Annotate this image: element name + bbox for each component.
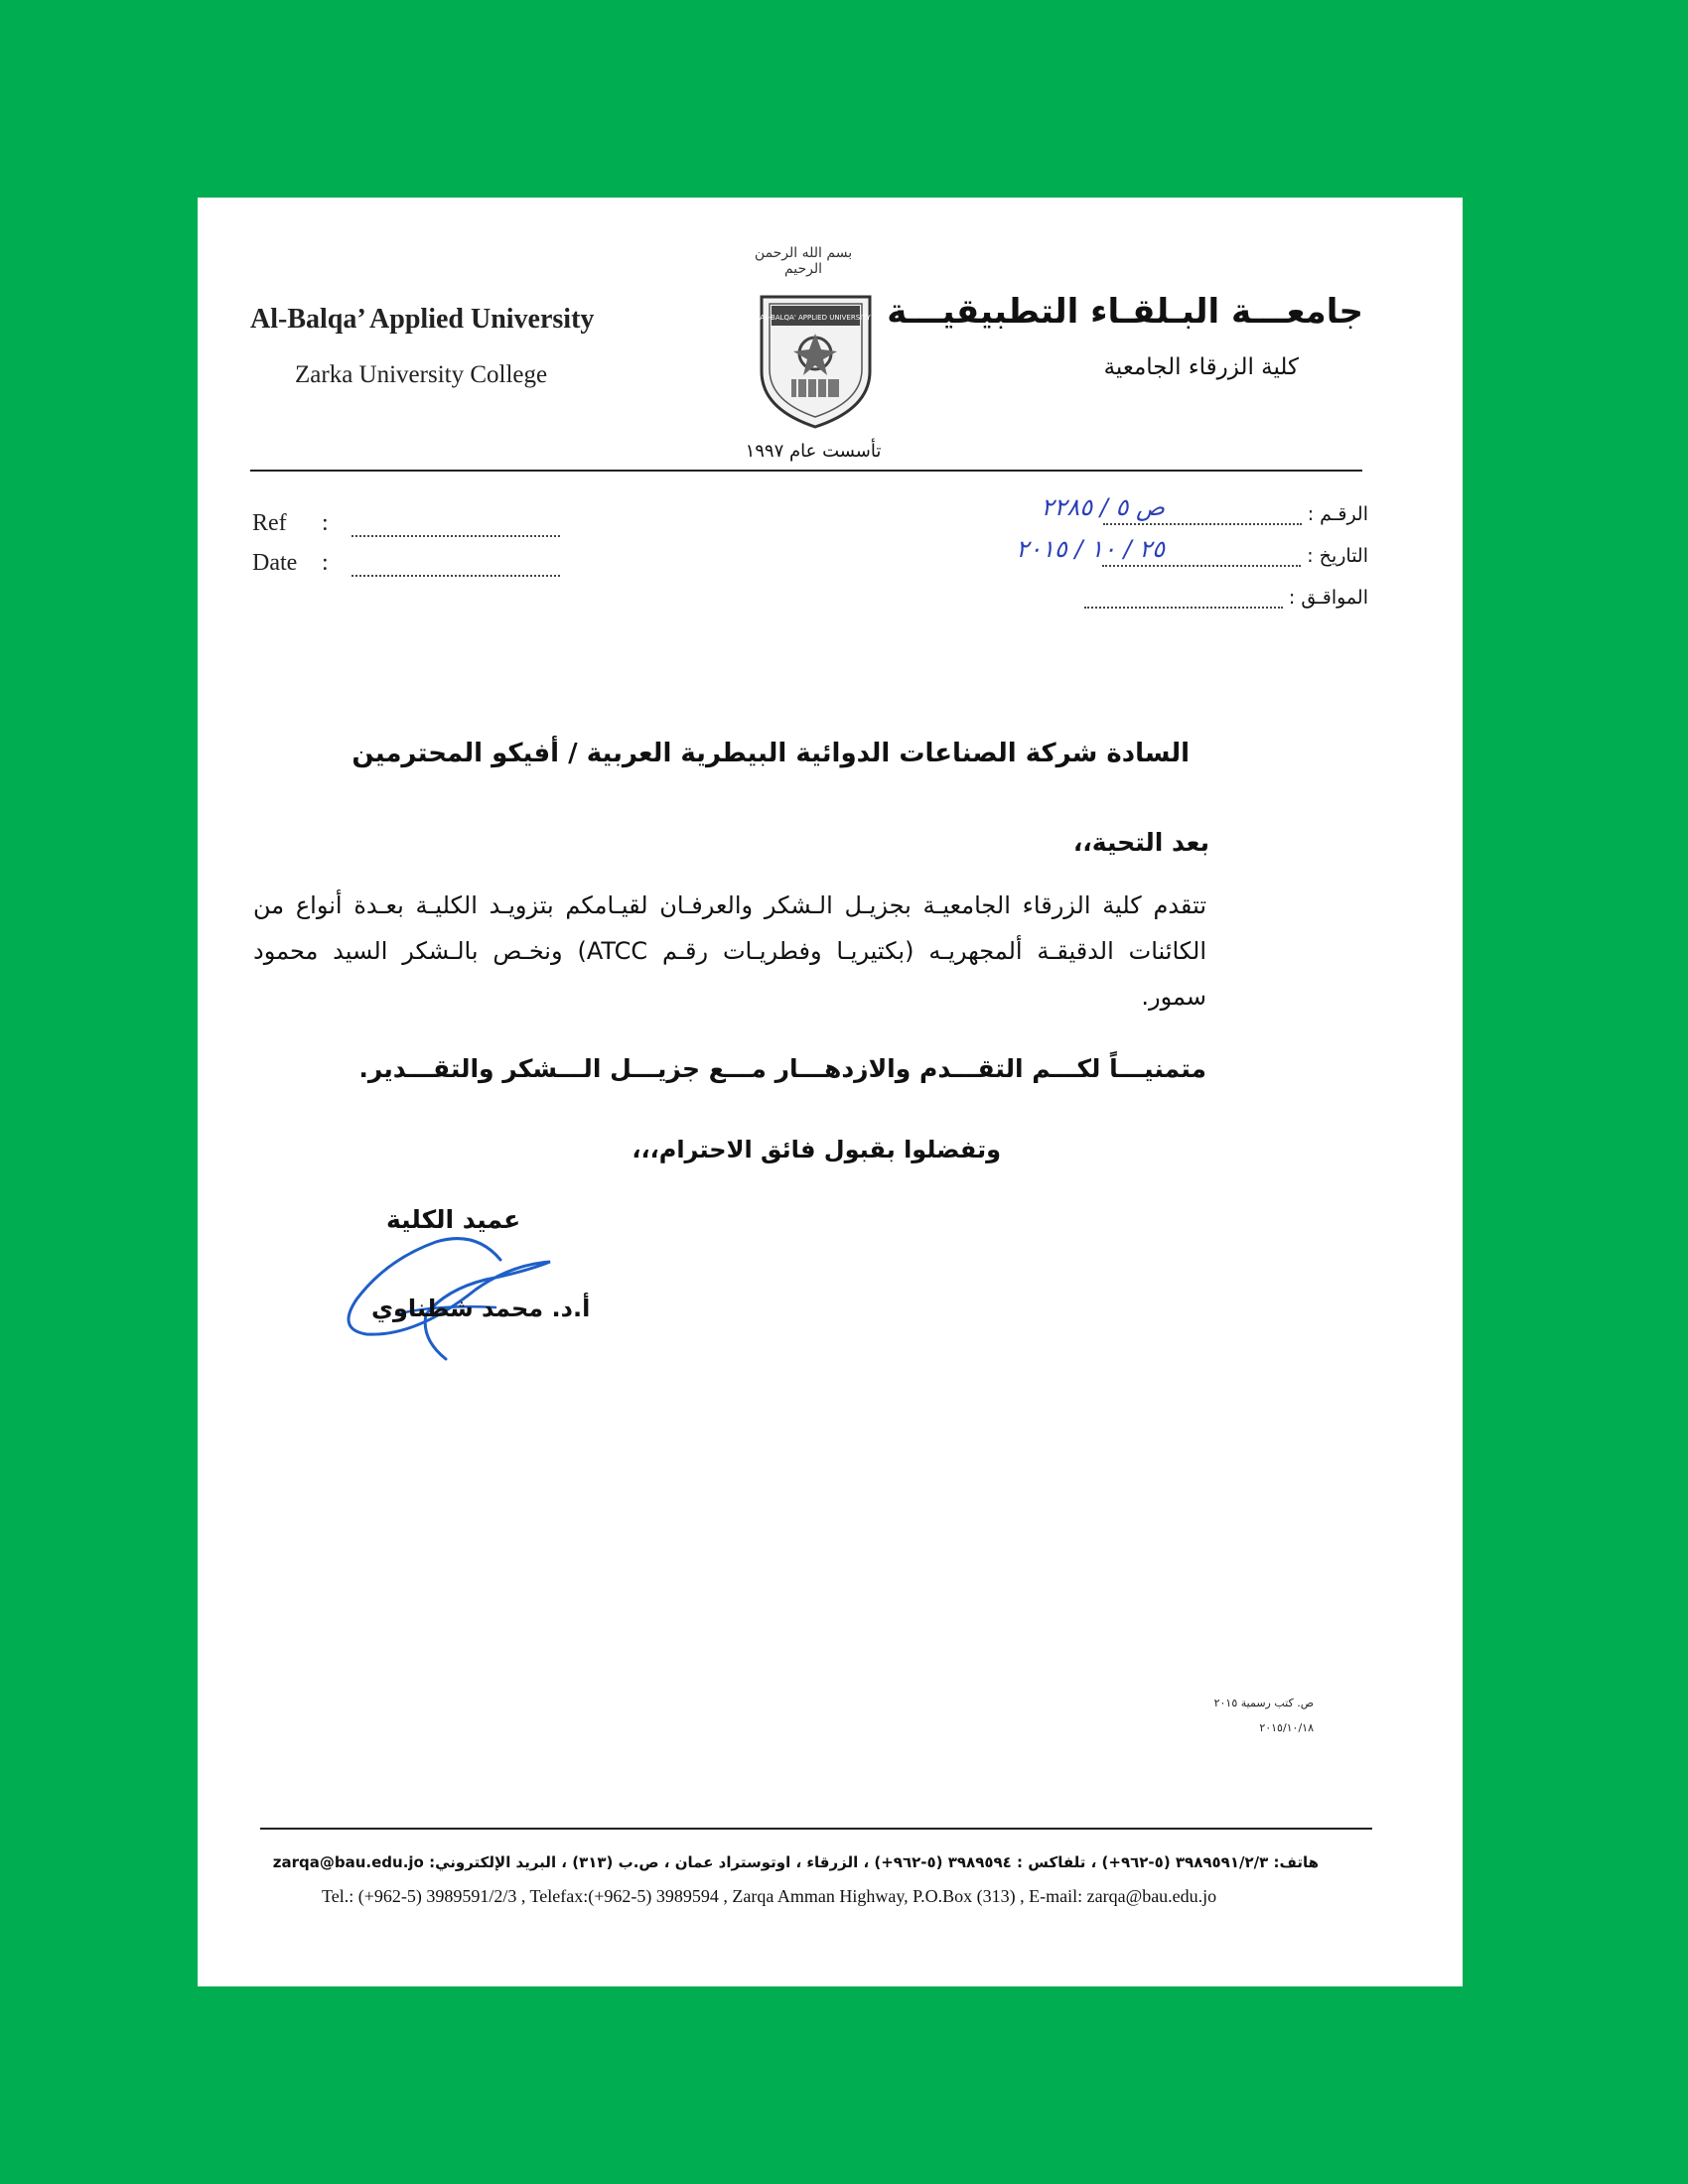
date-field [252,550,560,577]
ar-date-label: التاريخ : [1307,545,1368,567]
signatory-name: أ.د. محمد شطناوي [371,1295,591,1322]
college-name-en: Zarka University College [295,361,548,388]
letter-wishes: متمنيـــاً لكـــم التقـــدم والازدهـــار مـــع جزيـــل الـــشكر والتقـــدير. [358,1054,1206,1083]
signatory-title: عميد الكلية [386,1205,521,1234]
ref-dotted-line [352,517,560,537]
letter-addressee: السادة شركة الصناعات الدوائية البيطرية العربية / أفيكو المحترمين [352,739,1190,768]
ref-colon: : [322,510,329,536]
ar-hijri-field [1084,587,1368,609]
ar-hijri-dotted-line [1084,593,1283,609]
date-label: Date [252,550,298,576]
svg-text:AL-BALQA' APPLIED UNIVERSITY: AL-BALQA' APPLIED UNIVERSITY [760,314,871,322]
footer-divider [260,1828,1372,1830]
filing-date: ٢٠١٥/١٠/١٨ [1259,1721,1314,1734]
footer-contact-ar: هاتف: ٣٩٨٩٥٩١/٢/٣ (٥-٩٦٢+) ، تلفاكس : ٣٩٨٩٥٩٤ (٥-٩٦٢+) ، الزرقاء ، اوتوستراد عمان ، ص.ب (٣١٣) ، البريد الإلكتروني: zarqa@bau.edu.jo [272,1853,1319,1871]
letter-page [198,198,1463,1986]
founded-year: تأسست عام ١٩٩٧ [745,441,882,462]
letter-body-paragraph: تتقدم كلية الزرقاء الجامعيـة بجزيـل الـشكر والعرفـان لقيـامكم بتزويـد الكليـة بعـدة أنواع من الكائنات الدقيقـة ألمجهريـه (بكتيريـا وفطريـات رقـم ATCC) ونخـص بالـشكر السيد محمود سمور. [253,891,1206,1011]
university-name-en: Al-Balqa’ Applied University [250,304,595,335]
ref-field [252,510,560,537]
handwritten-reference-number: ص ٥ / ٢٢٨٥ [1041,493,1165,521]
ref-label: Ref [252,510,287,536]
filing-note: ص. كتب رسمية ٢٠١٥ [1213,1697,1314,1709]
handwritten-date: ٢٥ / ١٠ / ٢٠١٥ [1016,535,1165,563]
date-colon: : [322,550,329,576]
ar-hijri-label: المواقـق : [1288,587,1368,609]
university-name-ar: جامعـــة البـلقـاء التطبيقيـــة [887,292,1363,332]
basmala-calligraphy: بسم الله الرحمن الرحيم [754,245,853,277]
header-divider [250,470,1362,472]
date-dotted-line [352,557,560,577]
letter-greeting: بعد التحية،، [1072,828,1209,857]
ar-number-label: الرقـم : [1307,503,1368,525]
college-name-ar: كلية الزرقاء الجامعية [1103,354,1299,380]
university-logo-icon [754,292,878,431]
letter-closing: وتفضلوا بقبول فائق الاحترام،،، [632,1136,1001,1163]
footer-contact-en: Tel.: (+962-5) 3989591/2/3 , Telefax:(+962-5) 3989594 , Zarqa Amman Highway, P.O.Box (313) , E-mail: zarqa@bau.edu.jo [322,1886,1217,1906]
